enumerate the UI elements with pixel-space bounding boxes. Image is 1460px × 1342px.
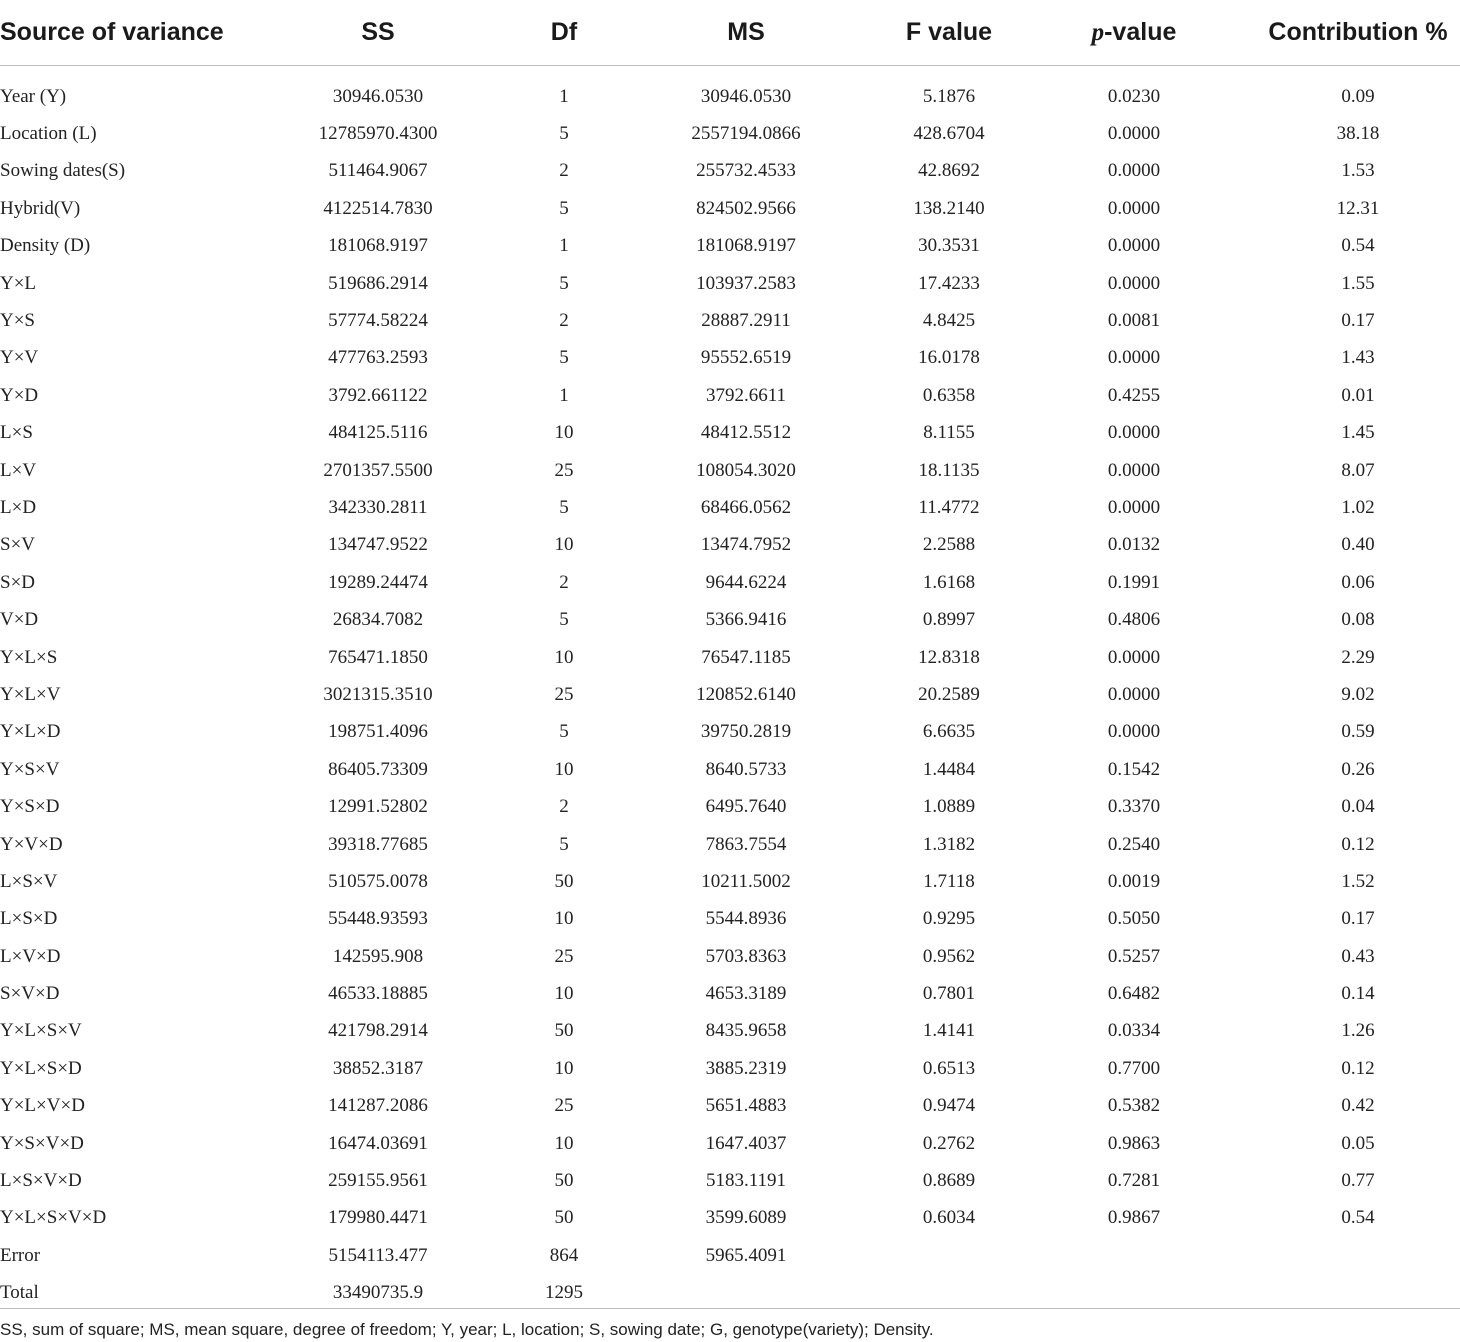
cell-p-value: 0.0230 [1107,85,1161,107]
cell-f-value: 428.6704 [913,123,985,145]
table-row [0,66,1460,116]
cell-f-value: 0.6513 [922,1057,976,1079]
cell-df: 1 [559,235,569,257]
cell-ss: 134747.9522 [328,534,428,556]
cell-ms: 13474.7952 [700,534,792,556]
cell-source: L×S×V [0,870,58,892]
cell-p-value: 0.0000 [1107,422,1161,444]
cell-df: 10 [554,1057,574,1079]
cell-source: Y×L×S×V×D [0,1207,107,1229]
cell-p-value: 0.0000 [1107,123,1161,145]
table-row [0,452,1460,489]
cell-df: 25 [554,459,574,481]
cell-p-value: 0.0000 [1107,646,1161,668]
cell-df: 10 [554,1132,574,1154]
table-row [0,415,1460,452]
cell-p-value: 0.0334 [1107,1020,1161,1042]
cell-ss: 86405.73309 [328,758,428,780]
header-contribution: Contribution % [1256,0,1460,66]
cell-f-value: 0.8997 [922,609,976,631]
cell-df: 5 [559,833,569,855]
header-ss: SS [234,0,522,66]
cell-f-value: 0.9562 [922,945,976,967]
cell-ms: 1647.4037 [705,1132,787,1154]
cell-ms: 76547.1185 [701,646,791,668]
cell-ms: 255732.4533 [696,160,796,182]
table-row [0,826,1460,863]
cell-ss: 259155.9561 [328,1170,428,1192]
cell-df: 50 [554,1207,574,1229]
table-row [0,265,1460,302]
cell-df: 50 [554,1020,574,1042]
header-p-rest: -value [1104,18,1177,46]
cell-source: Y×V [0,347,39,369]
cell-df: 5 [559,197,569,219]
cell-ss: 12785970.4300 [318,123,438,145]
cell-f-value: 0.8689 [922,1170,976,1192]
cell-ss: 511464.9067 [328,160,428,182]
cell-df: 5 [559,123,569,145]
cell-ms: 3792.6611 [705,384,787,406]
cell-contribution: 1.02 [1341,496,1375,518]
cell-source: Y×S [0,310,36,332]
cell-p-value: 0.0019 [1107,870,1161,892]
cell-source: Hybrid(V) [0,197,81,219]
cell-f-value: 6.6635 [922,721,976,743]
cell-ms: 181068.9197 [696,235,796,257]
cell-source: Density (D) [0,235,91,257]
cell-source: L×S×D [0,908,58,930]
cell-ss: 3021315.3510 [323,683,433,705]
cell-p-value: 0.0000 [1107,347,1161,369]
table-row [0,975,1460,1012]
cell-ss: 30946.0530 [332,85,424,107]
cell-f-value: 17.4233 [918,272,980,294]
cell-ms: 120852.6140 [696,683,796,705]
table-row [0,1237,1460,1274]
cell-ms: 68466.0562 [700,496,792,518]
cell-ms: 30946.0530 [700,85,792,107]
table-header-row [0,0,1460,66]
cell-ms: 5183.1191 [705,1170,787,1192]
cell-source: Y×L×V [0,683,61,705]
cell-df: 1 [559,85,569,107]
cell-contribution: 0.12 [1341,1057,1375,1079]
cell-source: L×V [0,459,37,481]
cell-source: S×V×D [0,983,60,1005]
table-footnote: SS, sum of square; MS, mean square, degree of freedom; Y, year; L, location; S, sowing date; G, genotype(variety); Density. [0,1320,934,1339]
cell-contribution: 9.02 [1341,683,1375,705]
cell-df: 864 [549,1244,579,1266]
cell-ms: 103937.2583 [696,272,796,294]
table-row [0,714,1460,751]
table-row [0,1162,1460,1199]
cell-contribution: 1.55 [1341,272,1375,294]
cell-ss: 421798.2914 [328,1020,428,1042]
cell-df: 5 [559,347,569,369]
cell-df: 2 [559,796,569,818]
cell-f-value: 30.3531 [918,235,980,257]
cell-df: 1295 [545,1282,583,1304]
header-p-value [1012,0,1256,66]
cell-df: 50 [554,1170,574,1192]
cell-p-value: 0.0000 [1107,721,1161,743]
table-row [0,115,1460,152]
cell-p-value: 0.9863 [1107,1132,1161,1154]
table-row [0,377,1460,414]
cell-contribution: 0.05 [1341,1132,1375,1154]
cell-f-value: 1.4141 [922,1020,976,1042]
cell-p-value: 0.0000 [1107,197,1161,219]
cell-df: 10 [554,758,574,780]
cell-p-value: 0.2540 [1107,833,1161,855]
table-row [0,1050,1460,1087]
cell-ms: 28887.2911 [701,310,791,332]
cell-ms: 48412.5512 [700,422,792,444]
table-row [0,228,1460,265]
cell-source: Y×D [0,384,39,406]
cell-source: S×V [0,534,36,556]
cell-source: L×S×V×D [0,1170,82,1192]
cell-f-value: 138.2140 [913,197,985,219]
cell-f-value: 18.1135 [918,459,980,481]
cell-contribution: 0.26 [1341,758,1375,780]
cell-f-value: 2.2588 [922,534,976,556]
cell-df: 1 [559,384,569,406]
cell-p-value: 0.9867 [1107,1207,1161,1229]
cell-ms: 6495.7640 [705,796,787,818]
cell-ms: 108054.3020 [696,459,796,481]
cell-p-value: 0.0000 [1107,160,1161,182]
header-df: Df [522,0,606,66]
cell-contribution: 0.17 [1341,908,1375,930]
cell-ss: 16474.03691 [328,1132,428,1154]
table-row [0,153,1460,190]
cell-df: 2 [559,571,569,593]
table-row [0,788,1460,825]
cell-p-value: 0.5382 [1107,1095,1161,1117]
cell-source: Y×L×S [0,646,58,668]
cell-ss: 141287.2086 [328,1095,428,1117]
cell-p-value: 0.7700 [1107,1057,1161,1079]
cell-p-value: 0.1542 [1107,758,1161,780]
cell-ss: 39318.77685 [328,833,428,855]
cell-ms: 5366.9416 [705,609,787,631]
cell-f-value: 20.2589 [918,683,980,705]
header-source: Source of variance [0,0,234,66]
cell-p-value: 0.0000 [1107,272,1161,294]
cell-contribution: 0.09 [1341,85,1375,107]
cell-p-value: 0.5257 [1107,945,1161,967]
cell-f-value: 1.6168 [922,571,976,593]
cell-ss: 179980.4471 [328,1207,428,1229]
cell-df: 5 [559,496,569,518]
cell-contribution: 0.17 [1341,310,1375,332]
cell-ss: 55448.93593 [328,908,428,930]
table-row [0,1275,1460,1312]
cell-ms: 5965.4091 [705,1244,787,1266]
cell-ms: 3599.6089 [705,1207,787,1229]
table-row [0,1088,1460,1125]
cell-source: Y×L [0,272,37,294]
cell-source: L×S [0,422,33,444]
footnote-divider [0,1308,1460,1309]
table-row [0,938,1460,975]
table-row [0,639,1460,676]
cell-p-value: 0.4255 [1107,384,1161,406]
cell-ms: 5703.8363 [705,945,787,967]
cell-ms: 8640.5733 [705,758,787,780]
cell-p-value: 0.0081 [1107,310,1161,332]
cell-p-value: 0.6482 [1107,983,1161,1005]
cell-source: Year (Y) [0,85,67,107]
cell-p-value: 0.0000 [1107,459,1161,481]
table-row [0,302,1460,339]
cell-ms: 5544.8936 [705,908,787,930]
cell-p-value: 0.0000 [1107,683,1161,705]
cell-ss: 181068.9197 [328,235,428,257]
cell-source: Total [0,1282,39,1304]
cell-contribution: 0.40 [1341,534,1375,556]
cell-contribution: 0.04 [1341,796,1375,818]
cell-contribution: 1.45 [1341,422,1375,444]
cell-df: 10 [554,646,574,668]
cell-contribution: 1.43 [1341,347,1375,369]
cell-ss: 142595.908 [332,945,424,967]
cell-df: 5 [559,609,569,631]
cell-ms: 95552.6519 [700,347,792,369]
cell-contribution: 0.06 [1341,571,1375,593]
cell-p-value: 0.4806 [1107,609,1161,631]
cell-ms: 5651.4883 [705,1095,787,1117]
cell-df: 25 [554,1095,574,1117]
cell-df: 2 [559,310,569,332]
cell-df: 2 [559,160,569,182]
table-row [0,1013,1460,1050]
cell-ss: 3792.661122 [328,384,428,406]
cell-source: V×D [0,609,39,631]
cell-contribution: 8.07 [1341,459,1375,481]
cell-source: Location (L) [0,123,97,145]
table-body [0,66,1460,1312]
header-ms: MS [606,0,886,66]
cell-ss: 26834.7082 [332,609,424,631]
cell-p-value: 0.3370 [1107,796,1161,818]
cell-ms: 10211.5002 [701,870,791,892]
cell-f-value: 1.4484 [922,758,976,780]
cell-f-value: 0.2762 [922,1132,976,1154]
cell-df: 10 [554,422,574,444]
cell-ms: 39750.2819 [700,721,792,743]
cell-f-value [886,1275,1012,1312]
cell-p-value: 0.0000 [1107,496,1161,518]
cell-contribution: 1.52 [1341,870,1375,892]
cell-contribution: 0.01 [1341,384,1375,406]
cell-ss: 484125.5116 [328,422,428,444]
cell-source: L×V×D [0,945,61,967]
cell-contribution: 2.29 [1341,646,1375,668]
cell-source: Y×S×V [0,758,60,780]
table-row [0,676,1460,713]
cell-ms: 824502.9566 [696,197,796,219]
cell-p-value: 0.1991 [1107,571,1161,593]
cell-contribution [1256,1237,1460,1274]
cell-contribution: 0.54 [1341,1207,1375,1229]
header-f-value: F value [886,0,1012,66]
cell-source: Y×S×V×D [0,1132,84,1154]
cell-p-value: 0.7281 [1107,1170,1161,1192]
cell-p-value: 0.0000 [1107,235,1161,257]
cell-contribution: 0.12 [1341,833,1375,855]
cell-p-value: 0.0132 [1107,534,1161,556]
cell-ss: 12991.52802 [328,796,428,818]
cell-f-value: 16.0178 [918,347,980,369]
table-row [0,564,1460,601]
cell-contribution: 0.43 [1341,945,1375,967]
cell-source: S×D [0,571,36,593]
cell-ss: 4122514.7830 [323,197,433,219]
cell-ms [606,1275,886,1312]
cell-p-value: 0.5050 [1107,908,1161,930]
cell-f-value: 0.7801 [922,983,976,1005]
cell-f-value [886,1237,1012,1274]
cell-f-value: 4.8425 [922,310,976,332]
cell-contribution: 12.31 [1336,197,1380,219]
cell-ss: 57774.58224 [328,310,428,332]
cell-df: 10 [554,983,574,1005]
cell-df: 5 [559,721,569,743]
cell-contribution: 0.42 [1341,1095,1375,1117]
cell-contribution: 0.08 [1341,609,1375,631]
cell-source: Y×L×V×D [0,1095,85,1117]
cell-f-value: 1.7118 [923,870,975,892]
cell-df: 10 [554,908,574,930]
cell-f-value: 1.3182 [922,833,976,855]
cell-df: 10 [554,534,574,556]
cell-source: Y×V×D [0,833,63,855]
table-row [0,1125,1460,1162]
table-row [0,489,1460,526]
cell-ss: 342330.2811 [328,496,428,518]
cell-ss: 765471.1850 [328,646,428,668]
table-row [0,190,1460,227]
table-row [0,1200,1460,1237]
table-row [0,901,1460,938]
cell-contribution: 0.59 [1341,721,1375,743]
cell-ss: 33490735.9 [332,1282,424,1304]
cell-source: Y×L×D [0,721,61,743]
cell-ss: 38852.3187 [332,1057,424,1079]
cell-contribution [1256,1275,1460,1312]
cell-contribution: 0.54 [1341,235,1375,257]
cell-ss: 510575.0078 [328,870,428,892]
cell-source: Error [0,1244,41,1266]
cell-df: 50 [554,870,574,892]
cell-p-value [1012,1275,1256,1312]
header-p-italic: p [1091,19,1105,46]
cell-contribution: 38.18 [1336,123,1380,145]
table-row [0,601,1460,638]
cell-f-value: 0.6034 [922,1207,976,1229]
cell-contribution: 1.26 [1341,1020,1375,1042]
cell-f-value: 8.1155 [923,422,975,444]
cell-ss: 46533.18885 [328,983,428,1005]
cell-ms: 4653.3189 [705,983,787,1005]
cell-source: Y×L×S×V [0,1020,82,1042]
cell-ss: 19289.24474 [328,571,428,593]
cell-f-value: 0.9474 [922,1095,976,1117]
cell-ms: 3885.2319 [705,1057,787,1079]
cell-p-value [1012,1237,1256,1274]
cell-f-value: 1.0889 [922,796,976,818]
cell-ss: 5154113.477 [328,1244,428,1266]
table-row [0,340,1460,377]
cell-f-value: 12.8318 [918,646,980,668]
table-row [0,527,1460,564]
cell-f-value: 42.8692 [918,160,980,182]
cell-ss: 477763.2593 [328,347,428,369]
cell-ss: 198751.4096 [328,721,428,743]
cell-contribution: 0.14 [1341,983,1375,1005]
table-row [0,863,1460,900]
cell-df: 5 [559,272,569,294]
cell-source: L×D [0,496,37,518]
cell-contribution: 0.77 [1341,1170,1375,1192]
cell-f-value: 0.9295 [922,908,976,930]
cell-df: 25 [554,683,574,705]
cell-df: 25 [554,945,574,967]
table-row [0,751,1460,788]
cell-source: Y×L×S×D [0,1057,82,1079]
cell-source: Y×S×D [0,796,60,818]
cell-ms: 8435.9658 [705,1020,787,1042]
cell-ms: 9644.6224 [705,571,787,593]
cell-f-value: 11.4772 [918,496,980,518]
cell-f-value: 0.6358 [922,384,976,406]
cell-ss: 519686.2914 [328,272,428,294]
cell-f-value: 5.1876 [922,85,976,107]
cell-ms: 2557194.0866 [691,123,801,145]
cell-ss: 2701357.5500 [323,459,433,481]
cell-ms: 7863.7554 [705,833,787,855]
cell-contribution: 1.53 [1341,160,1375,182]
cell-source: Sowing dates(S) [0,160,126,182]
